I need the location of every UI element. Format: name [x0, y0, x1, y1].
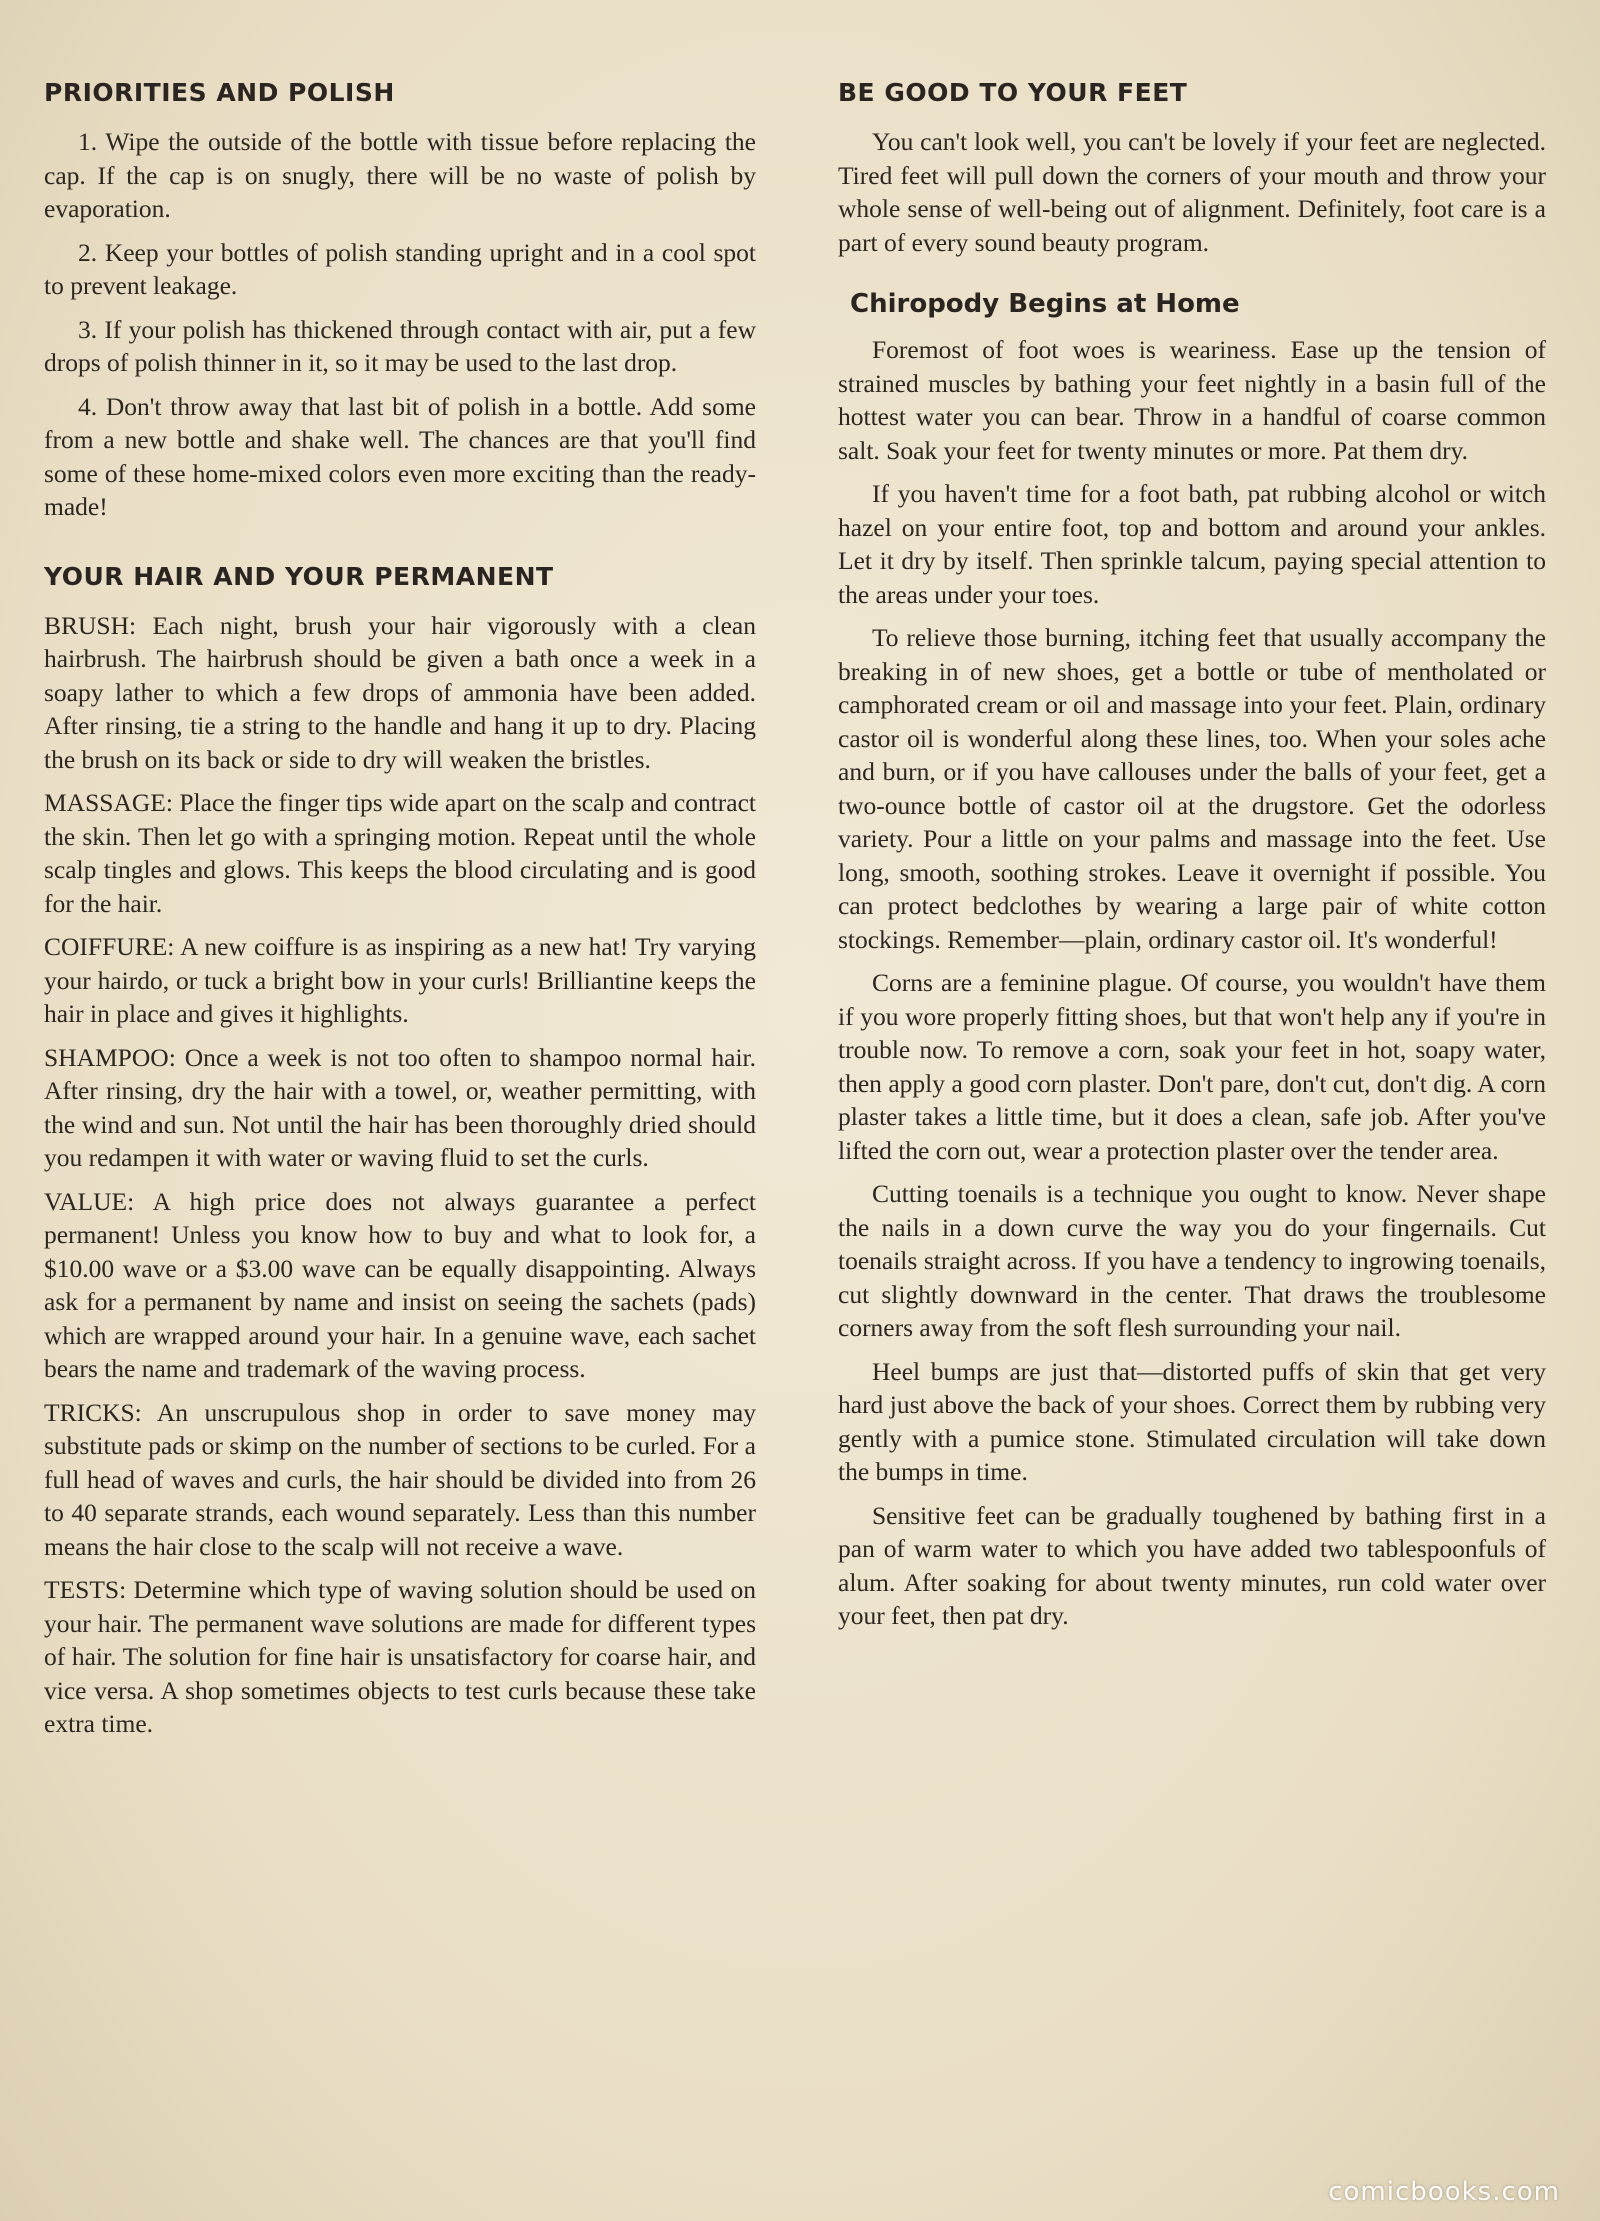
left-column — [44, 78, 756, 1751]
heading-hair-and-permanent: YOUR HAIR AND YOUR PERMANENT — [44, 561, 554, 591]
hair-tip-coiffure: COIFFURE: A new coiffure is as inspiring as a new hat! Try varying your hairdo, or tuck a bright bow in your curls! Brilliantine keeps the hair in place and gives it highlights. — [44, 932, 756, 1028]
feet-tip-toenails: Cutting toenails is a technique you ought to know. Never shape the nails in a down curve the way you do your fingernails. Cut toenails straight across. If you have a tendency to ingrowing toenails, cut slightly downward in the center. That draws the troublesome corners away from the soft flesh surrounding your nail. — [838, 1179, 1546, 1342]
feet-tip-corns: Corns are a feminine plague. Of course, you wouldn't have them if you wore properly fitting shoes, but that won't help any if you're in trouble now. To remove a corn, soak your feet in hot, soapy water, then apply a good corn plaster. Don't pare, don't cut, don't dig. A corn plaster takes a little time, but it does a clean, safe job. After you've lifted the corn out, wear a protection plaster over the tender area. — [838, 968, 1546, 1165]
feet-tip-heel-bumps: Heel bumps are just that—distorted puffs of skin that get very hard just above the back of your shoes. Correct them by rubbing very gently with a pumice stone. Stimulated circulation will take down the bumps in time. — [838, 1356, 1546, 1486]
heading-priorities-and-polish: PRIORITIES AND POLISH — [44, 78, 395, 107]
polish-tip-1: 1. Wipe the outside of the bottle with tissue before replacing the cap. If the cap is on snugly, there will be no waste of polish by evaporation. — [44, 127, 756, 223]
feet-tip-sensitive: Sensitive feet can be gradually toughened by bathing first in a pan of warm water to which you have added two tablespoonfuls of alum. After soaking for about twenty minutes, run cold water over your feet, then pat dry. — [838, 1500, 1546, 1630]
polish-tip-3: 3. If your polish has thickened through contact with air, put a few drops of polish thinner in it, so it may be used to the last drop. — [44, 314, 756, 377]
polish-tip-2: 2. Keep your bottles of polish standing upright and in a cool spot to prevent leakage. — [44, 237, 756, 300]
heading-be-good-to-your-feet: BE GOOD TO YOUR FEET — [838, 78, 1188, 107]
feet-tip-burning: To relieve those burning, itching feet that usually accompany the breaking in of new shoes, get a bottle or tube of mentholated or camphorated cream or oil and massage into your feet. Plain, ordinary castor oil is wonderful along these lines, too. When your soles ache and burn, or if you have callouses under the balls of your feet, get a two-ounce bottle of castor oil at the drugstore. Get the odorless variety. Pour a little on your palms and massage into the feet. Use long, smooth, soothing strokes. Leave it overnight if possible. You can protect bedclothes by wearing a large pair of white cotton stockings. Remember—plain, ordinary castor oil. It's wonderful! — [838, 623, 1546, 954]
hair-tip-brush: BRUSH: Each night, brush your hair vigorously with a clean hairbrush. The hairbrush should be given a bath once a week in a soapy lather to which a few drops of ammonia have been added. After rinsing, tie a string to the handle and hang it up to dry. Placing the brush on its back or side to dry will weaken the bristles. — [44, 610, 756, 774]
heading-chiropody: Chiropody Begins at Home — [850, 289, 1240, 319]
watermark: comicbooks.com — [1328, 2177, 1560, 2207]
feet-tip-weariness: Foremost of foot woes is weariness. Ease up the tension of strained muscles by bathing your feet nightly in a basin full of the hottest water you can bear. Throw in a handful of coarse common salt. Soak your feet for twenty minutes or more. Pat them dry. — [838, 335, 1546, 465]
hair-tip-value: VALUE: A high price does not always guarantee a perfect permanent! Unless you know how to buy and what to look for, a $10.00 wave or a $3.00 wave can be equally disappointing. Always ask for a permanent by name and insist on seeing the sachets (pads) which are wrapped around your hair. In a genuine wave, each sachet bears the name and trademark of the waving process. — [44, 1186, 756, 1383]
right-column — [838, 78, 1546, 1643]
feet-tip-alcohol: If you haven't time for a foot bath, pat rubbing alcohol or witch hazel on your entire foot, top and bottom and around your ankles. Let it dry by itself. Then sprinkle talcum, paying special attention to the areas under your toes. — [838, 479, 1546, 609]
polish-tip-4: 4. Don't throw away that last bit of polish in a bottle. Add some from a new bottle and shake well. The chances are that you'll find some of these home-mixed colors even more exciting than the ready-made! — [44, 391, 756, 521]
hair-tip-tricks: TRICKS: An unscrupulous shop in order to save money may substitute pads or skimp on the number of sections to be curled. For a full head of waves and curls, the hair should be divided into from 26 to 40 separate strands, each wound separately. Less than this number means the hair close to the scalp will not receive a wave. — [44, 1397, 756, 1561]
hair-tip-tests: TESTS: Determine which type of waving solution should be used on your hair. The permanent wave solutions are made for different types of hair. The solution for fine hair is unsatisfactory for coarse hair, and vice versa. A shop sometimes objects to test curls because these take extra time. — [44, 1575, 756, 1738]
hair-tip-shampoo: SHAMPOO: Once a week is not too often to shampoo normal hair. After rinsing, dry the hair with a towel, or, weather permitting, with the wind and sun. Not until the hair has been thoroughly dried should you redampen it with water or waving fluid to set the curls. — [44, 1042, 756, 1172]
feet-intro: You can't look well, you can't be lovely if your feet are neglected. Tired feet will pull down the corners of your mouth and throw your whole sense of well-being out of alignment. Definitely, foot care is a part of every sound beauty program. — [838, 127, 1546, 257]
hair-tip-massage: MASSAGE: Place the finger tips wide apart on the scalp and contract the skin. Then let go with a springing motion. Repeat until the whole scalp tingles and glows. This keeps the blood circulating and is good for the hair. — [44, 788, 756, 918]
